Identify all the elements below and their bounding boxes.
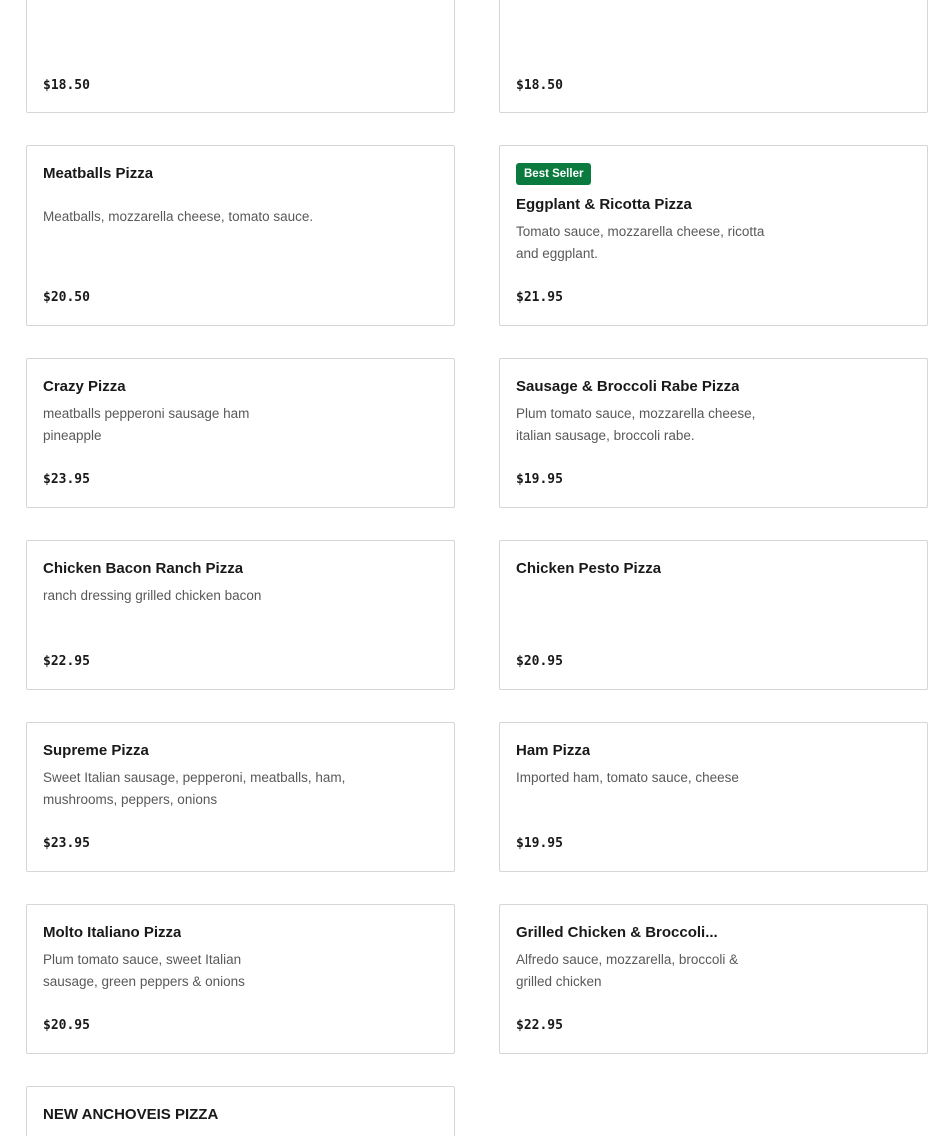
- menu-item-name: Eggplant & Ricotta Pizza: [516, 196, 692, 213]
- menu-item-price: $20.95: [43, 1018, 90, 1033]
- menu-item-description: Imported ham, tomato sauce, cheese: [516, 770, 739, 785]
- menu-item-description: Alfredo sauce, mozzarella, broccoli & grilled chicken: [516, 952, 739, 989]
- menu-item-card[interactable]: [499, 145, 928, 326]
- menu-item-card[interactable]: [26, 1086, 455, 1136]
- menu-item-name: Molto Italiano Pizza: [43, 924, 182, 941]
- menu-item-price: $22.95: [43, 654, 90, 669]
- menu-item-card[interactable]: [499, 904, 928, 1054]
- menu-item-description: ranch dressing grilled chicken bacon: [43, 588, 262, 603]
- menu-item-card[interactable]: [26, 904, 455, 1054]
- menu-item-price: $20.95: [516, 654, 563, 669]
- menu-item-description: Meatballs, mozzarella cheese, tomato sauce.: [43, 209, 314, 224]
- menu-item-price: $23.95: [43, 836, 90, 851]
- menu-item-price: $21.95: [516, 290, 563, 305]
- menu-item-description: meatballs pepperoni sausage ham pineapple: [43, 406, 250, 443]
- menu-item-card[interactable]: [499, 540, 928, 690]
- best-seller-badge: Best Seller: [516, 163, 591, 185]
- menu-item-card[interactable]: [499, 0, 928, 113]
- menu-item-name: Crazy Pizza: [43, 378, 126, 395]
- menu-item-name: NEW ANCHOVEIS PIZZA: [43, 1106, 219, 1123]
- menu-item-price: $23.95: [43, 472, 90, 487]
- menu-item-card[interactable]: [499, 358, 928, 508]
- menu-item-card[interactable]: [26, 0, 455, 113]
- menu-item-name: Chicken Bacon Ranch Pizza: [43, 560, 244, 577]
- menu-item-name: Grilled Chicken & Broccoli...: [516, 924, 718, 941]
- menu-item-description: Tomato sauce, mozzarella cheese, ricotta and eggplant.: [516, 224, 765, 261]
- menu-item-name: Meatballs Pizza: [43, 165, 154, 182]
- menu-item-description: Sweet Italian sausage, pepperoni, meatballs, ham, mushrooms, peppers, onions: [43, 770, 346, 807]
- menu-item-card[interactable]: [26, 145, 455, 326]
- menu-item-name: Chicken Pesto Pizza: [516, 560, 662, 577]
- menu-item-price: $18.50: [43, 78, 90, 93]
- menu-item-description: Plum tomato sauce, mozzarella cheese, italian sausage, broccoli rabe.: [516, 406, 756, 443]
- menu-item-card[interactable]: [26, 540, 455, 690]
- menu-item-price: $22.95: [516, 1018, 563, 1033]
- menu-item-price: $18.50: [516, 78, 563, 93]
- menu-item-card[interactable]: [499, 722, 928, 872]
- menu-item-price: $20.50: [43, 290, 90, 305]
- menu-item-description: Plum tomato sauce, sweet Italian sausage, green peppers & onions: [43, 952, 245, 989]
- menu-item-card[interactable]: [26, 722, 455, 872]
- menu-item-price: $19.95: [516, 472, 563, 487]
- menu-item-name: Ham Pizza: [516, 742, 591, 759]
- menu-item-card[interactable]: [26, 358, 455, 508]
- menu-item-price: $19.95: [516, 836, 563, 851]
- menu-item-name: Sausage & Broccoli Rabe Pizza: [516, 378, 740, 395]
- menu-item-name: Supreme Pizza: [43, 742, 149, 759]
